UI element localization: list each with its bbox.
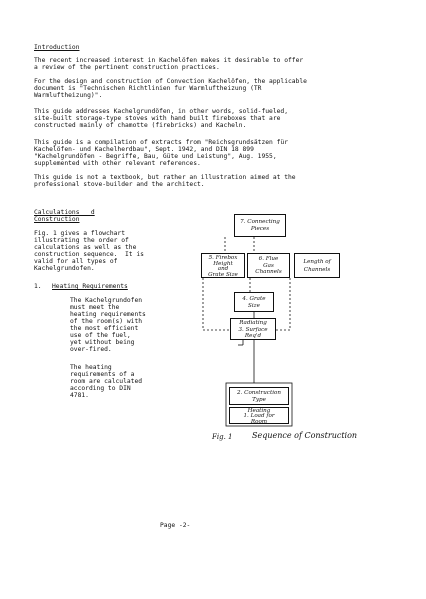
flow-box-firebox-height: 5. Firebox Height and Grate Size	[201, 253, 245, 278]
heating-p1-line: must meet the	[70, 304, 120, 311]
intro-p1-line: a review of the pertinent construction practices.	[34, 64, 220, 71]
intro-p5-line: This guide is not a textbook, but rather an illustration aimed at the	[34, 174, 296, 181]
flow-box-length-of-channels: Length of Channels	[294, 253, 340, 278]
flow-box-heating-load: Heating 1. Load for Room	[229, 407, 289, 424]
figure-caption: Sequence of Construction	[252, 431, 358, 440]
calc-line: valid for all types of	[34, 258, 118, 265]
heating-p1-line: of the room(s) with	[70, 318, 143, 325]
heating-p2-line: requirements of a	[70, 371, 135, 378]
intro-p4-line: supplemented with other relevant references.	[34, 160, 201, 167]
intro-p3-line: This guide addresses Kachelgrundöfen, in other words, solid-fueled,	[34, 108, 289, 115]
flow-box-construction-type: 2. Construction Type	[229, 387, 289, 405]
intro-p2-line: document is "Technischen Richtlinien fur Warmluftheizung (TR	[34, 85, 262, 92]
calc-line: construction sequence. It is	[34, 251, 144, 258]
figure-number: Fig. 1	[212, 433, 233, 441]
intro-p4-line: "Kachelgrundöfen - Begriffe, Bau, Güte und Leistung", Aug. 1955,	[34, 153, 277, 160]
calc-line: Kachelgrundofen.	[34, 265, 95, 272]
intro-p1-line: The recent increased interest in Kachelöfen makes it desirable to offer	[34, 57, 304, 64]
intro-p3-line: constructed mainly of chamotte (firebricks) and Kacheln.	[34, 122, 247, 129]
heating-title: Heating Requirements	[52, 283, 128, 290]
heating-p2-line: room are calculated	[70, 378, 143, 385]
heating-p2-line: according to DIN	[70, 385, 131, 392]
calc-line: illustrating the order of	[34, 237, 129, 244]
heating-p2-line: 4781.	[70, 392, 89, 399]
flow-box-grate-size: 4. Grate Size	[234, 292, 274, 312]
intro-heading: Introduction	[34, 44, 80, 51]
heating-p1-line: over-fired.	[70, 346, 112, 353]
heating-p1-line: the most efficient	[70, 325, 139, 332]
heating-p1-line: yet without being	[70, 339, 135, 346]
intro-p5-line: professional stove-builder and the architect.	[34, 181, 205, 188]
intro-p2-line: Warmluftheizung)".	[34, 92, 103, 99]
flow-box-flue-gas-channels: 6. Flue Gas Channels	[247, 253, 290, 278]
calc-heading: Construction	[34, 216, 80, 223]
intro-p3-line: site-built storage-type stoves with hand built fireboxes that are	[34, 115, 281, 122]
intro-p4-line: Kachelöfen- und Kachelherdbau", Sept. 1942, and DIN 18 899	[34, 146, 254, 153]
heating-p2-line: The heating	[70, 364, 112, 371]
flow-box-radiating-surface: Radiating 3. Surface Req'd	[230, 318, 276, 340]
heating-p1-line: use of the fuel,	[70, 332, 131, 339]
intro-p4-line: This guide is a compilation of extracts from "Reichsgrundsätzen für	[34, 139, 289, 146]
calc-heading: Calculations d	[34, 209, 95, 216]
calc-line: calculations as well as the	[34, 244, 137, 251]
heating-number: 1.	[34, 283, 42, 290]
heating-p1-line: The Kachelgrundofen	[70, 297, 143, 304]
page-number: Page -2-	[160, 522, 191, 529]
calc-line: Fig. 1 gives a flowchart	[34, 230, 125, 237]
flow-box-connecting-pieces: 7. Connecting Pieces	[234, 214, 286, 237]
heating-p1-line: heating requirements	[70, 311, 146, 318]
intro-p2-line: For the design and construction of Convection Kachelöfen, the applicable	[34, 78, 307, 85]
